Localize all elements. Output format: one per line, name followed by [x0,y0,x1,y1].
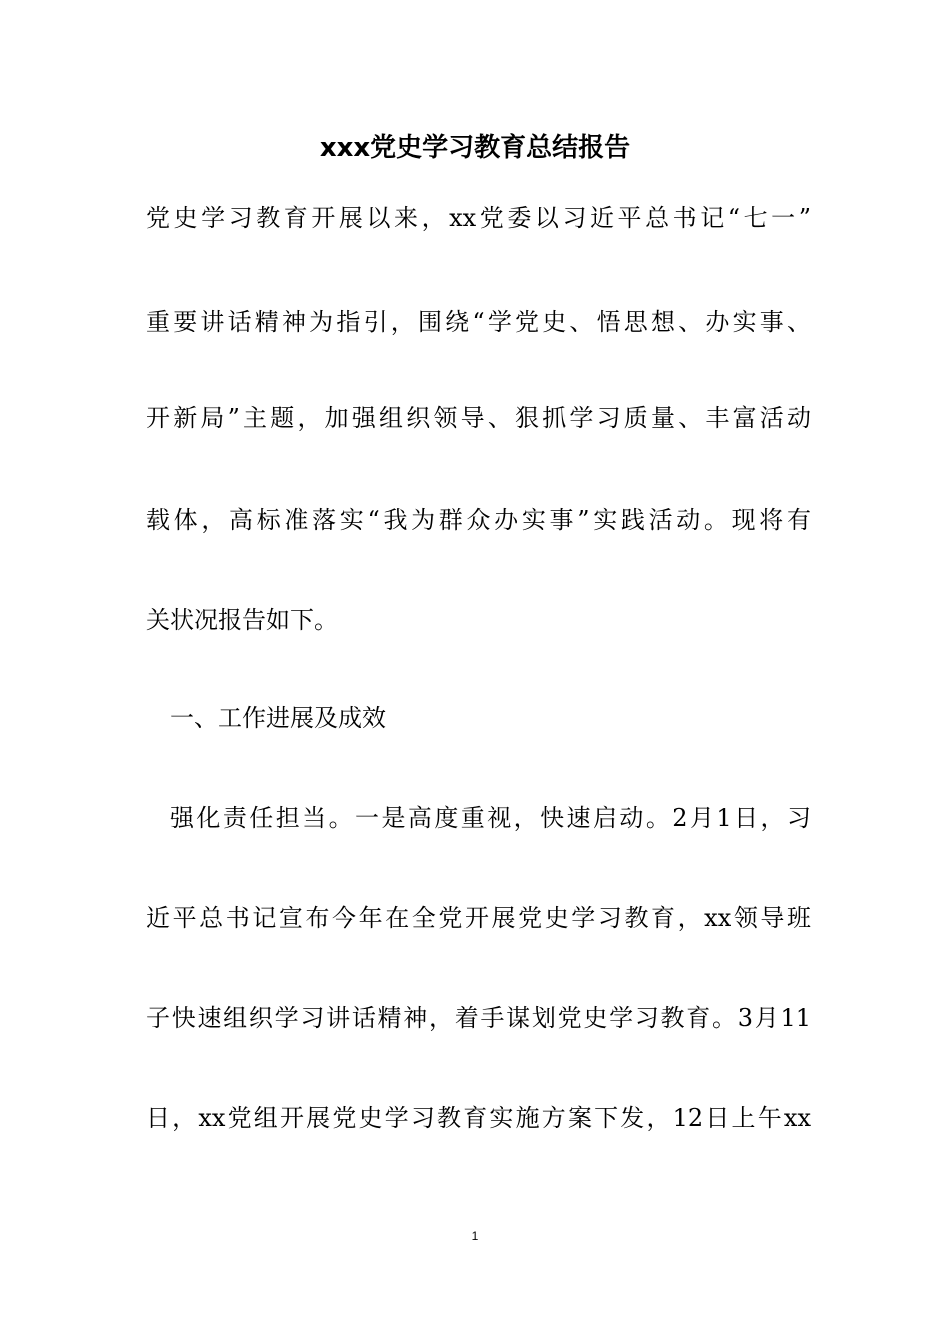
paragraph-line: 近平总书记宣布今年在全党开展党史学习教育，xx领导班 [146,904,811,932]
section-heading: 一、工作进展及成效 [170,704,386,732]
paragraph-line: 日，xx党组开展党史学习教育实施方案下发，12日上午xx [146,1104,811,1132]
document-title: xxx党史学习教育总结报告 [319,133,631,163]
paragraph-line: 关状况报告如下。 [146,606,338,634]
paragraph-line: 子快速组织学习讲话精神，着手谋划党史学习教育。3月11 [146,1004,811,1032]
paragraph-line: 强化责任担当。一是高度重视，快速启动。2月1日，习 [170,804,811,832]
paragraph-line: 开新局”主题，加强组织领导、狠抓学习质量、丰富活动 [146,404,811,432]
paragraph-line: 党史学习教育开展以来，xx党委以习近平总书记“七一” [146,204,811,232]
paragraph-line: 载体，高标准落实“我为群众办实事”实践活动。现将有 [146,506,811,534]
page-number: 1 [471,1229,479,1243]
paragraph-line: 重要讲话精神为指引，围绕“学党史、悟思想、办实事、 [146,308,811,336]
